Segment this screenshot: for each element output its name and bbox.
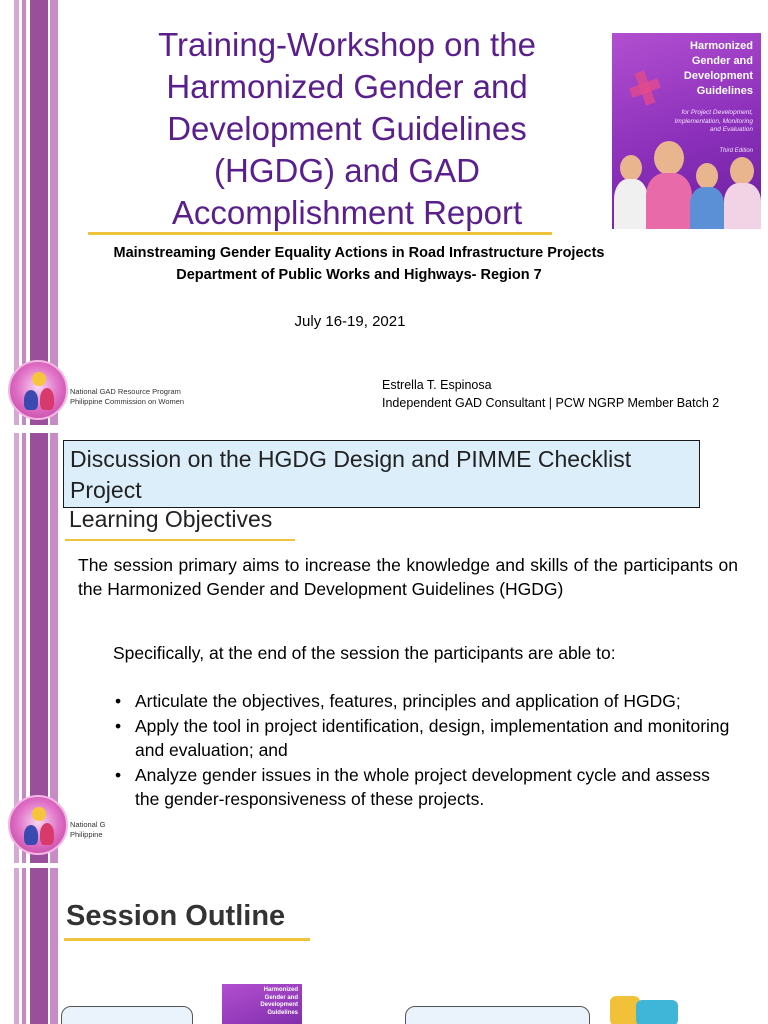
cover-photo-child xyxy=(614,179,648,229)
logo-sun xyxy=(32,807,46,821)
cover-edition: Third Edition xyxy=(719,148,753,154)
thumbnail-title: Harmonized Gender and Development Guidelines xyxy=(260,987,298,1016)
presenter-block xyxy=(382,376,719,412)
decor-stripe xyxy=(30,868,48,1024)
title-underline xyxy=(88,232,552,235)
decor-stripe xyxy=(14,868,19,1024)
logo-figure xyxy=(40,388,54,410)
list-item: • Apply the tool in project identification, design, implementation and monitoring and evaluation; and xyxy=(113,714,733,763)
outline-box xyxy=(405,1006,590,1024)
cover-photo-child xyxy=(646,173,692,229)
cover-photo-child xyxy=(620,155,642,181)
cover-photo-child xyxy=(730,157,754,185)
pcw-logo xyxy=(8,360,68,420)
cover-photo-child xyxy=(696,163,718,189)
cover-title: Harmonized Gender and Development Guidelines xyxy=(683,40,753,97)
objectives-list xyxy=(113,689,733,812)
cover-photo-child xyxy=(724,183,761,229)
org-name-partial: National G Philippine xyxy=(70,820,106,839)
discussion-heading: Discussion on the HGDG Design and PIMME Checklist Project xyxy=(63,440,700,508)
org-name: National GAD Resource Program Philippine Commission on Women xyxy=(70,387,185,406)
hgdg-book-thumbnail xyxy=(222,984,302,1024)
title-underline xyxy=(64,938,310,941)
cover-photo-child xyxy=(690,187,724,229)
slide-session-outline xyxy=(0,868,768,1024)
slide-learning-objectives xyxy=(0,433,768,863)
decor-stripe xyxy=(14,0,19,425)
slide-title xyxy=(0,0,768,425)
cover-subtitle: for Project Development, Implementation, Monitoring and Evaluation xyxy=(674,109,753,133)
hgdg-book-cover xyxy=(612,33,761,229)
workshop-subtitle: Mainstreaming Gender Equality Actions in Road Infrastructure Projects Department of Public Works and Highways- Region 7 xyxy=(113,245,605,283)
workshop-date: July 16-19, 2021 xyxy=(294,313,406,330)
presenter-name: Estrella T. Espinosa xyxy=(382,378,492,392)
outline-box xyxy=(61,1006,193,1024)
decor-stripe xyxy=(14,433,19,863)
decor-stripe xyxy=(22,868,26,1024)
logo-figure xyxy=(40,823,54,845)
presenter-role: Independent GAD Consultant | PCW NGRP Member Batch 2 xyxy=(382,396,720,410)
cover-photo-child xyxy=(654,141,684,175)
list-item: • Analyze gender issues in the whole project development cycle and assess the gender-responsiveness of these projects. xyxy=(113,763,733,812)
section-underline xyxy=(65,539,295,541)
pcw-logo xyxy=(8,795,68,855)
session-aim-paragraph: The session primary aims to increase the knowledge and skills of the participants on the Harmonized Gender and Development Guidelines (HGDG) xyxy=(78,555,738,599)
session-outline-title: Session Outline xyxy=(66,900,286,932)
logo-figure xyxy=(24,825,38,845)
section-heading: Learning Objectives xyxy=(69,506,273,532)
decor-stripe xyxy=(50,868,58,1024)
list-item: • Articulate the objectives, features, principles and application of HGDG; xyxy=(113,689,733,714)
logo-figure xyxy=(24,390,38,410)
decor-stripe xyxy=(50,0,58,425)
slide-separator xyxy=(0,425,768,433)
workshop-title: Training-Workshop on the Harmonized Gender and Development Guidelines (HGDG) and GAD Accomplishment Report xyxy=(158,26,536,231)
objectives-intro: Specifically, at the end of the session the participants are able to: xyxy=(113,643,616,663)
logo-sun xyxy=(32,372,46,386)
decor-stripe xyxy=(22,0,26,425)
puzzle-icon xyxy=(636,1000,678,1024)
